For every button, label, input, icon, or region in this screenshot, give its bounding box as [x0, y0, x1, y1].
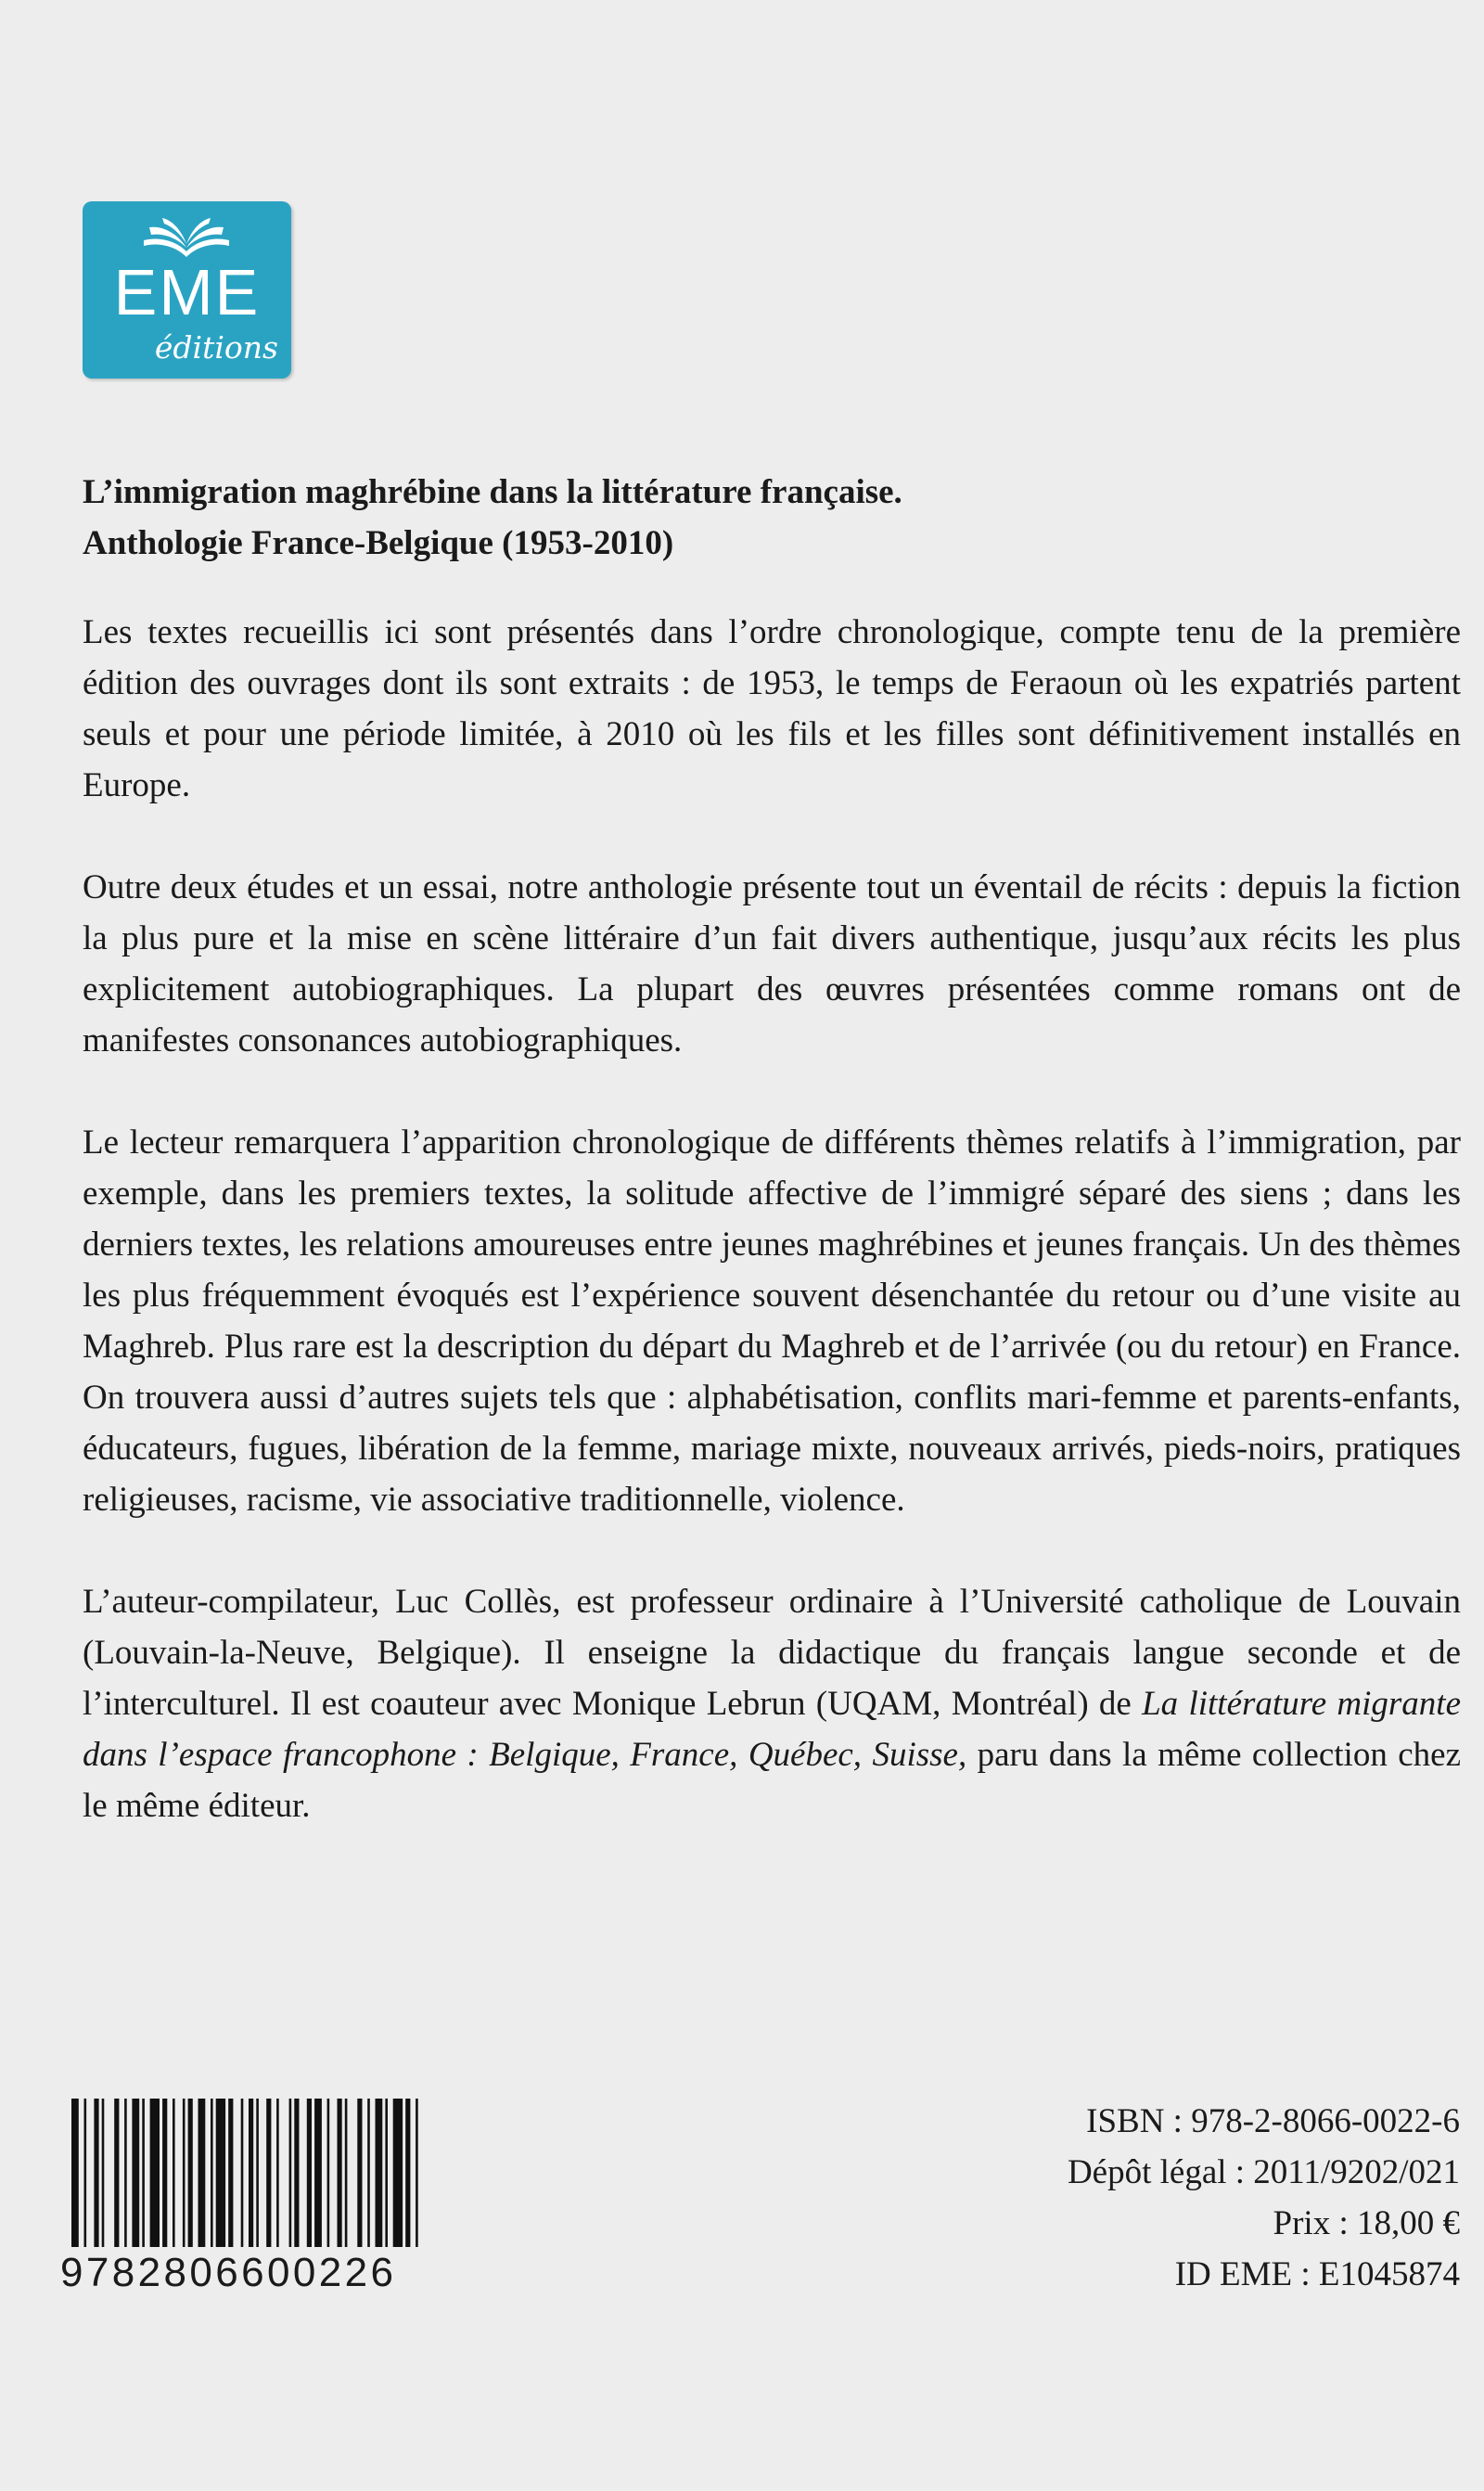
logo-sub-text: éditions	[154, 329, 278, 366]
barcode-bar	[385, 2099, 388, 2247]
barcode-bar	[314, 2099, 322, 2247]
barcode-bar	[211, 2099, 213, 2247]
barcode-bar	[266, 2099, 271, 2247]
barcode-bar	[71, 2099, 79, 2247]
barcode-bar	[132, 2099, 139, 2247]
barcode-bar	[162, 2099, 167, 2247]
barcode-bar	[183, 2099, 186, 2247]
title-line-2: Anthologie France-Belgique (1953-2010)	[83, 524, 674, 562]
isbn: ISBN : 978-2-8066-0022-6	[1086, 2102, 1460, 2140]
barcode-bar	[327, 2099, 330, 2247]
barcode-bars	[60, 2099, 431, 2247]
barcode-bar	[142, 2099, 145, 2247]
title-line-1: L’immigration maghrébine dans la littérature française.	[83, 473, 902, 511]
barcode-bar	[276, 2099, 279, 2247]
barcode-bar	[198, 2099, 206, 2247]
blurb	[83, 607, 1461, 1831]
cited-book-title: La littérature migrante dans l’espace francophone : Belgique, France, Québec, Suisse,	[83, 1685, 1461, 1774]
author-bio-text: L’auteur-compilateur, Luc Collès, est professeur ordinaire à l’Université catholique de Louvain (Louvain-la-Neuve, Belgique). Il enseigne la didactique du français langue seconde et de l’interculturel. Il est coauteur avec Monique Lebrun (UQAM, Montréal) de	[83, 1583, 1461, 1723]
barcode-bar	[393, 2099, 403, 2247]
author-bio-end: paru dans la même collection chez le même éditeur.	[83, 1736, 1461, 1825]
book-info	[1068, 2096, 1460, 2300]
barcode-bar	[102, 2099, 105, 2247]
barcode-bar	[405, 2099, 410, 2247]
barcode-digits: 9782806600226	[60, 2250, 397, 2295]
barcode-bar	[416, 2099, 418, 2247]
open-book-icon	[140, 214, 233, 257]
barcode-bar	[150, 2099, 160, 2247]
logo-main-text: EME	[113, 256, 261, 328]
barcode-bar	[124, 2099, 127, 2247]
book-title	[83, 467, 1418, 569]
barcode-bar	[173, 2099, 175, 2247]
paragraph-4	[83, 1576, 1461, 1831]
barcode-bar	[249, 2099, 253, 2247]
paragraph-1: Les textes recueillis ici sont présentés dans l’ordre chronologique, compte tenu de la première édition des ouvrages dont ils sont extraits : de 1953, le temps de Feraoun où les expatriés partent seuls et pour une période limitée, à 2010 où les fils et les filles sont définitivement installés en Europe.	[83, 613, 1461, 804]
barcode-bar	[345, 2099, 348, 2247]
barcode-bar	[294, 2099, 299, 2247]
paragraph-3: Le lecteur remarquera l’apparition chronologique de différents thèmes relatifs à l’immigration, par exemple, dans les premiers textes, la solitude affective de l’immigré séparé des siens ; dans les derniers textes, les relations amoureuses entre jeunes maghrébines et jeunes français. Un des thèmes les plus fréquemment évoqués est l’expérience souvent désenchantée du retour ou d’une visite au Maghreb. Plus rare est la description du départ du Maghreb et de l’arrivée (ou du retour) en France. On trouvera aussi d’autres sujets tels que : alphabétisation, conflits mari-femme et parents-enfants, éducateurs, fugues, libération de la femme, mariage mixte, nouveaux arrivés, pieds-noirs, pratiques religieuses, racisme, vie associative traditionnelle, violence.	[83, 1124, 1461, 1519]
barcode-bar	[216, 2099, 225, 2247]
paragraph-2: Outre deux études et un essai, notre anthologie présente tout un éventail de récits : depuis la fiction la plus pure et la mise en scène littéraire d’un fait divers authentique, jusqu’aux récits les plus explicitement autobiographiques. La plupart des œuvres présentées comme romans ont de manifestes consonances autobiographiques.	[83, 868, 1461, 1059]
barcode-bar	[114, 2099, 119, 2247]
barcode-bar	[188, 2099, 193, 2247]
barcode-bar	[256, 2099, 259, 2247]
barcode-bar	[367, 2099, 370, 2247]
publisher-logo	[83, 201, 291, 379]
barcode-bar	[357, 2099, 362, 2247]
barcode-bar	[338, 2099, 342, 2247]
legal-deposit: Dépôt légal : 2011/9202/021	[1067, 2153, 1460, 2191]
barcode-bar	[376, 2099, 383, 2247]
barcode-bar	[228, 2099, 233, 2247]
barcode-bar	[307, 2099, 312, 2247]
barcode	[60, 2099, 431, 2298]
barcode-bar	[84, 2099, 87, 2247]
price: Prix : 18,00 €	[1273, 2204, 1460, 2242]
barcode-bar	[289, 2099, 292, 2247]
barcode-bar	[94, 2099, 98, 2247]
barcode-bar	[241, 2099, 244, 2247]
eme-id: ID EME : E1045874	[1174, 2255, 1460, 2293]
